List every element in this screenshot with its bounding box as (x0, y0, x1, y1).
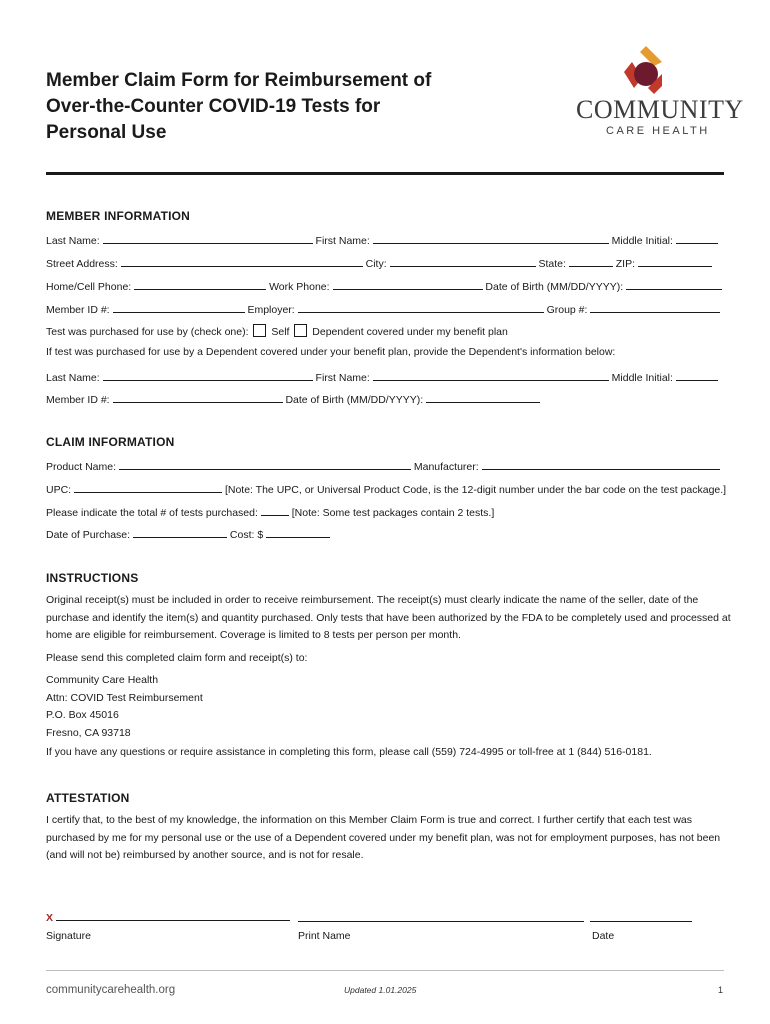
manufacturer-label: Manufacturer: (413, 461, 479, 473)
page-number: 1 (718, 985, 724, 995)
group-label: Group #: (546, 304, 588, 316)
title-divider (46, 172, 724, 175)
signature-label: Signature (46, 930, 91, 942)
dependent-id-row (46, 391, 540, 406)
upc-label: UPC: (46, 484, 72, 496)
middle-initial-label: Middle Initial: (611, 235, 673, 247)
cost-label: Cost: $ (229, 529, 264, 541)
first-name-label: First Name: (315, 235, 370, 247)
purchased-for-row (46, 324, 508, 338)
purchased-for-label: Test was purchased for use by (check one): (46, 326, 249, 338)
date-label: Date (592, 930, 615, 942)
dep-last-name-field[interactable] (103, 369, 313, 381)
print-name-label: Print Name (298, 930, 351, 942)
signature-field[interactable] (56, 909, 290, 921)
dependent-checkbox[interactable] (294, 324, 307, 337)
date-field[interactable] (590, 910, 692, 922)
product-name-field[interactable] (119, 458, 411, 470)
purchase-date-label: Date of Purchase: (46, 529, 131, 541)
dob-field[interactable] (626, 278, 722, 290)
total-tests-row (46, 504, 494, 519)
member-id-field[interactable] (113, 301, 245, 313)
self-label: Self (271, 326, 290, 338)
upc-row (46, 481, 726, 496)
address-line-4: Fresno, CA 93718 (46, 726, 131, 739)
dep-middle-initial-field[interactable] (676, 369, 718, 381)
city-label: City: (365, 258, 387, 270)
work-phone-label: Work Phone: (269, 281, 330, 293)
dependent-label: Dependent covered under my benefit plan (312, 326, 508, 338)
footer-updated: Updated 1.01.2025 (344, 985, 417, 995)
manufacturer-field[interactable] (482, 458, 720, 470)
print-name-field[interactable] (298, 910, 584, 922)
title-line-3: Personal Use (46, 122, 167, 143)
footer-divider (46, 970, 724, 971)
attestation-line-1: I certify that, to the best of my knowledge, the information on this Member Claim Form is true and correct. I further certify that each test was (46, 814, 693, 826)
address-line-2: Attn: COVID Test Reimbursement (46, 691, 203, 704)
purchase-date-row (46, 526, 330, 541)
work-phone-field[interactable] (333, 278, 483, 290)
product-name-label: Product Name: (46, 461, 117, 473)
instructions-paragraph-3: If you have any questions or require assistance in completing this form, please call (559) 724-4995 or toll-free at 1 (844) 516-0181. (46, 746, 652, 758)
total-tests-field[interactable] (261, 504, 289, 516)
first-name-field[interactable] (373, 232, 609, 244)
dep-dob-field[interactable] (426, 391, 540, 403)
total-tests-label: Please indicate the total # of tests purchased: (46, 507, 258, 519)
member-phone-row (46, 278, 722, 293)
address-line-1: Community Care Health (46, 674, 159, 686)
logo-subtitle: CARE HEALTH (606, 125, 710, 137)
dep-member-id-label: Member ID #: (46, 394, 110, 406)
group-field[interactable] (590, 301, 720, 313)
state-field[interactable] (569, 255, 613, 267)
last-name-field[interactable] (103, 232, 313, 244)
dep-first-name-label: First Name: (315, 372, 370, 384)
instructions-paragraph-2: Please send this completed claim form and receipt(s) to: (46, 652, 308, 664)
dep-member-id-field[interactable] (113, 391, 283, 403)
dep-middle-initial-label: Middle Initial: (611, 372, 673, 384)
zip-field[interactable] (638, 255, 712, 267)
member-id-row (46, 301, 720, 316)
street-label: Street Address: (46, 258, 118, 270)
member-info-heading: MEMBER INFORMATION (46, 209, 191, 223)
dep-first-name-field[interactable] (373, 369, 609, 381)
street-field[interactable] (121, 255, 363, 267)
self-checkbox[interactable] (253, 324, 266, 337)
total-tests-note: [Note: Some test packages contain 2 tests.] (291, 507, 495, 519)
attestation-line-2: purchased by me for my personal use or the use of a Dependent covered under my benefit plan, was not for employment purposes, has not been (46, 831, 721, 844)
employer-label: Employer: (247, 304, 295, 316)
member-id-label: Member ID #: (46, 304, 110, 316)
middle-initial-field[interactable] (676, 232, 718, 244)
signature-row (46, 909, 290, 924)
page-title (46, 68, 476, 146)
address-line-3: P.O. Box 45016 (46, 709, 119, 721)
home-phone-field[interactable] (134, 278, 266, 290)
instructions-line-2: purchase and identify the item(s) and quantity purchased. Only tests that have been authorized by the FDA to be completely used and processed at (46, 611, 731, 624)
print-name-line-wrap (298, 909, 584, 927)
state-label: State: (538, 258, 566, 270)
instructions-line-3: home are eligible for reimbursement. Coverage is limited to 8 tests per person per month. (46, 629, 461, 641)
product-row (46, 458, 720, 473)
instructions-paragraph-1 (46, 592, 731, 645)
dob-label: Date of Birth (MM/DD/YYYY): (485, 281, 624, 293)
attestation-line-3: (and will not be) reimbursed by another source, and is not for resale. (46, 849, 364, 861)
signature-x-mark: X (46, 912, 54, 924)
instructions-heading: INSTRUCTIONS (46, 571, 139, 585)
dependent-note: If test was purchased for use by a Dependent covered under your benefit plan, provide the Dependent's information below: (46, 346, 616, 358)
member-address-row (46, 255, 712, 270)
title-line-2: Over-the-Counter COVID-19 Tests for (46, 96, 381, 117)
member-name-row (46, 232, 718, 247)
dep-dob-label: Date of Birth (MM/DD/YYYY): (285, 394, 424, 406)
city-field[interactable] (390, 255, 536, 267)
mailing-address (46, 672, 203, 742)
dep-last-name-label: Last Name: (46, 372, 100, 384)
upc-note: [Note: The UPC, or Universal Product Code, is the 12-digit number under the bar code on the test package.] (224, 484, 727, 496)
date-line-wrap (590, 909, 692, 927)
employer-field[interactable] (298, 301, 544, 313)
purchase-date-field[interactable] (133, 526, 227, 538)
home-phone-label: Home/Cell Phone: (46, 281, 132, 293)
attestation-heading: ATTESTATION (46, 791, 130, 805)
cost-field[interactable] (266, 526, 330, 538)
zip-label: ZIP: (615, 258, 636, 270)
claim-info-heading: CLAIM INFORMATION (46, 435, 175, 449)
attestation-paragraph (46, 812, 720, 865)
instructions-line-1: Original receipt(s) must be included in order to receive reimbursement. The receipt(s) must clearly indicate the name of the seller, date of the (46, 594, 699, 606)
upc-field[interactable] (74, 481, 222, 493)
footer-website-link[interactable]: communitycarehealth.org (46, 984, 176, 996)
dependent-name-row (46, 369, 718, 384)
last-name-label: Last Name: (46, 235, 100, 247)
title-line-1: Member Claim Form for Reimbursement of (46, 70, 432, 91)
community-care-logo-icon (618, 44, 666, 96)
logo-wordmark: COMMUNITY (576, 95, 744, 124)
